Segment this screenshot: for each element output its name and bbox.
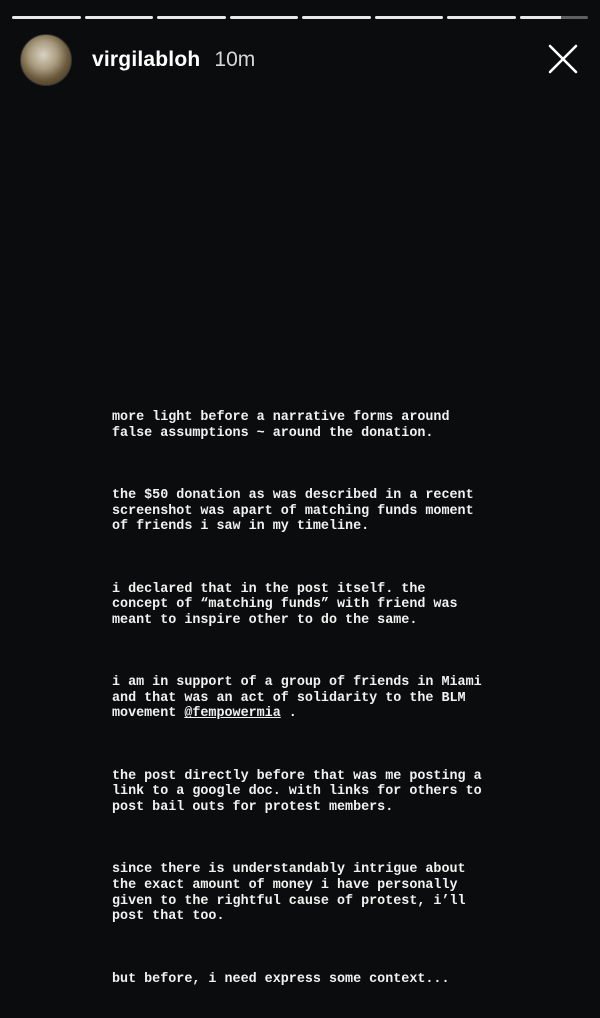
progress-fill [447,16,516,19]
story-paragraph: the $50 donation as was described in a recent screenshot was apart of matching funds moment of friends i saw in my timeline. [112,488,474,535]
paragraph-text: i am in support of a group of friends in Miami and that was an act of solidarity to the BLM movement [112,675,482,722]
progress-fill [520,16,561,19]
progress-segment [230,16,299,19]
paragraph-text: . [280,706,297,722]
story-header [20,34,584,86]
progress-fill [157,16,226,19]
progress-fill [375,16,444,19]
avatar[interactable] [20,34,72,86]
progress-segment [302,16,371,19]
story-paragraph: since there is understandably intrigue about the exact amount of money i have personally given to the rightful cause of protest, i’ll post that too. [112,862,466,925]
story-text [112,379,532,1018]
progress-segment [12,16,81,19]
mention-link[interactable]: @fempowermia [184,706,281,722]
story-paragraph: the post directly before that was me posting a link to a google doc. with links for others to post bail outs for protest members. [112,768,482,816]
progress-segment [447,16,516,19]
progress-segment [157,16,226,19]
story-paragraph [112,675,532,722]
progress-segment [520,16,589,19]
progress-segment [85,16,154,19]
story-paragraph: i declared that in the post itself. the concept of “matching funds” with friend was meant to inspire other to do the same. [112,581,458,628]
username[interactable]: virgilabloh [92,48,201,71]
story-paragraph: but before, i need express some context... [112,971,450,987]
close-icon[interactable] [546,42,580,76]
progress-fill [85,16,154,19]
progress-fill [12,16,81,19]
story-paragraph: more light before a narrative forms around false assumptions ~ around the donation. [112,410,450,441]
progress-fill [230,16,299,19]
progress-segment [375,16,444,19]
timestamp: 10m [214,48,256,71]
story-progress-bar [12,16,588,20]
progress-fill [302,16,371,19]
